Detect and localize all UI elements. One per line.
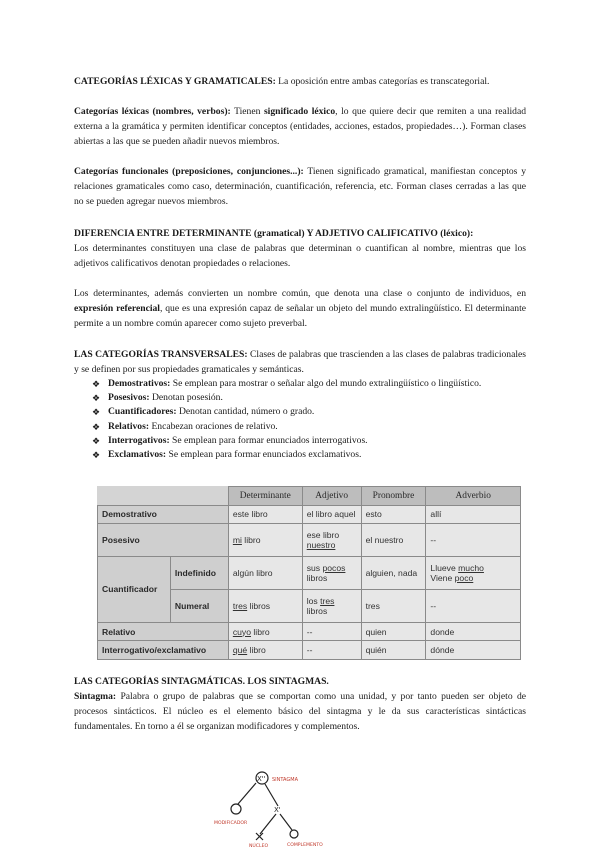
sintagma-paragraph: Sintagma: Palabra o grupo de palabras que se comportan como una unidad, y por tanto pueden ser objeto de procesos sintácticos. El núcleo es el elemento básico del sintagma y le da sus características sintácticas fundamentales. En torno a él se organizan modificadores y complementos.: [74, 691, 526, 732]
col-header: Pronombre: [361, 487, 426, 506]
sec2-heading: DIFERENCIA ENTRE DETERMINANTE (gramatical) Y ADJETIVO CALIFICATIVO (léxico):: [74, 228, 474, 239]
col-header: Adverbio: [426, 487, 521, 506]
table-row: Relativo cuyo libro -- quien donde: [98, 622, 521, 641]
sec4-heading: LAS CATEGORÍAS SINTAGMÁTICAS. LOS SINTAGMAS.: [74, 676, 329, 687]
col-header: Adjetivo: [302, 487, 361, 506]
modifier-label: MODIFICADOR: [214, 821, 248, 826]
sec3-heading: LAS CATEGORÍAS TRANSVERSALES:: [74, 349, 248, 360]
sintagma-label: SINTAGMA: [272, 777, 298, 783]
top-node-label: X'': [257, 775, 266, 783]
table-row: Cuantificador Indefinido algún libro sus pocos libros alguien, nada Llueve mucho Viene poco: [98, 557, 521, 590]
list-item: ❖ Relativos: Encabezan oraciones de relativo.: [92, 420, 526, 434]
list-item: ❖ Demostrativos: Se emplean para mostrar o señalar algo del mundo extralingüístico o lingüístico.: [92, 377, 526, 391]
transversal-list: [92, 377, 526, 462]
modifier-node-circle: [231, 804, 241, 814]
nucleus-label: NÚCLEO: [249, 844, 269, 848]
mid-node-label: X': [274, 806, 281, 814]
list-item: ❖ Exclamativos: Se emplean para formar enunciados exclamativos.: [92, 448, 526, 462]
sec2-paragraph-1: Los determinantes constituyen una clase de palabras que determinan o cuantifican al nombre, mientras que los adjetivos calificativos denotan propiedades o relaciones.: [74, 243, 526, 269]
sec1-heading: CATEGORÍAS LÉXICAS Y GRAMATICALES:: [74, 76, 276, 87]
table-row: Numeral tres libros los tres libros tres --: [98, 589, 521, 622]
sec2-paragraph-2: Los determinantes, además convierten un nombre común, que denota una clase o conjunto de individuos, en expresión referencial, que es una expresión capaz de señalar un objeto del mundo extralingüístico. El determinante permite a un nombre común aparecer como sujeto preverbal.: [74, 288, 526, 329]
syntagm-tree-diagram: [210, 770, 360, 848]
table-header-row: [98, 487, 521, 506]
complement-node-circle: [290, 830, 298, 838]
list-item: ❖ Posesivos: Denotan posesión.: [92, 391, 526, 405]
col-header: Determinante: [228, 487, 302, 506]
list-item: ❖ Interrogativos: Se emplean para formar enunciados interrogativos.: [92, 434, 526, 448]
list-item: ❖ Cuantificadores: Denotan cantidad, número o grado.: [92, 405, 526, 419]
lexical-paragraph: Categorías léxicas (nombres, verbos): Tienen significado léxico, lo que quiere decir que remiten a una realidad externa a la gramática y permiten identificar conceptos (entidades, acciones, estados, propiedades…). Forman clases abiertas a las que se pueden añadir nuevos miembros.: [74, 106, 526, 147]
functional-paragraph: Categorías funcionales (preposiciones, conjunciones...): Tienen significado gramatical, manifiestan conceptos y relaciones gramaticales como caso, determinación, cuantificación, referencia, etc. Forman clases cerradas a las que no se pueden agregar nuevos miembros.: [74, 166, 527, 207]
table-row: Interrogativo/exclamativo qué libro -- quién dónde: [98, 641, 521, 660]
complement-label: COMPLEMENTO: [287, 843, 323, 848]
sec1-intro: CATEGORÍAS LÉXICAS Y GRAMATICALES: La oposición entre ambas categorías es transcategorial.: [74, 76, 490, 87]
table-row: Demostrativo este libro el libro aquel esto allí: [98, 505, 521, 524]
categories-table-image: [97, 486, 521, 660]
table-row: Posesivo mi libro ese libro nuestro el nuestro --: [98, 524, 521, 557]
sec3-intro: LAS CATEGORÍAS TRANSVERSALES: Clases de palabras que trascienden a las clases de palabras tradicionales y se definen por sus propiedades gramaticales y semánticas.: [74, 349, 526, 375]
categories-table: [97, 486, 521, 660]
